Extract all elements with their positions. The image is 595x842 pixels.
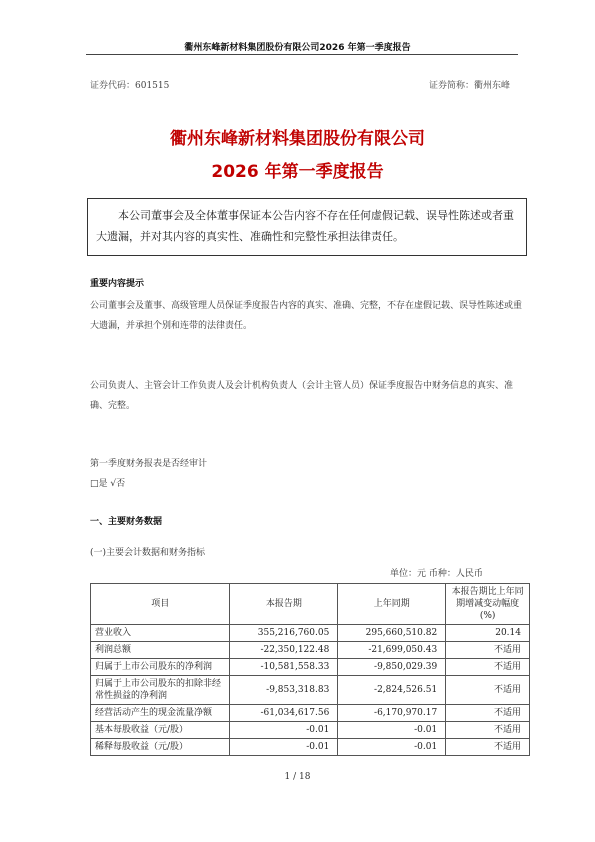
financial-data-table <box>90 583 530 756</box>
table-cell-item: 经营活动产生的现金流量净额 <box>91 705 230 722</box>
paragraph-director-guarantee: 公司董事会及董事、高级管理人员保证季度报告内容的真实、准确、完整，不存在虚假记载、误导性陈述或重大遗漏，并承担个别和连带的法律责任。 <box>90 301 523 331</box>
stock-abbreviation: 证券简称：衢州东峰 <box>428 81 510 91</box>
table-row <box>91 676 530 705</box>
audit-answer: □是 √否 <box>90 479 126 489</box>
table-cell-item: 营业收入 <box>91 625 230 642</box>
table-row <box>91 642 530 659</box>
table-cell-item: 归属于上市公司股东的净利润 <box>91 659 230 676</box>
table-cell-change: 不适用 <box>446 739 530 756</box>
report-title-company: 衢州东峰新材料集团股份有限公司 <box>170 129 425 149</box>
header-rule <box>86 54 518 55</box>
audit-question: 第一季度财务报表是否经审计 <box>90 459 208 469</box>
table-header-row <box>91 584 530 625</box>
table-row <box>91 739 530 756</box>
important-heading: 重要内容提示 <box>90 279 145 289</box>
table-cell-item: 归属于上市公司股东的扣除非经常性损益的净利润 <box>91 676 230 705</box>
table-cell-current: -10,581,558.33 <box>230 659 338 676</box>
column-header: 本报告期 <box>230 584 338 625</box>
subsection-heading: (一)主要会计数据和财务指标 <box>90 548 206 558</box>
column-header: 本报告期比上年同期增减变动幅度(%) <box>446 584 530 625</box>
table-cell-prior: -21,699,050.43 <box>338 642 446 659</box>
table-cell-prior: -9,850,029.39 <box>338 659 446 676</box>
table-cell-change: 不适用 <box>446 642 530 659</box>
page-number: 1 / 18 <box>284 772 311 782</box>
table-row <box>91 625 530 642</box>
table-cell-prior: -0.01 <box>338 722 446 739</box>
table-cell-change: 不适用 <box>446 722 530 739</box>
table-cell-item: 利润总额 <box>91 642 230 659</box>
unit-label: 单位：元 币种：人民币 <box>390 569 483 579</box>
column-header: 项目 <box>91 584 230 625</box>
column-header: 上年同期 <box>338 584 446 625</box>
table-cell-item: 稀释每股收益（元/股） <box>91 739 230 756</box>
table-cell-current: -22,350,122.48 <box>230 642 338 659</box>
table-cell-current: -0.01 <box>230 739 338 756</box>
table-cell-current: 355,216,760.05 <box>230 625 338 642</box>
table-cell-change: 不适用 <box>446 676 530 705</box>
table-cell-current: -0.01 <box>230 722 338 739</box>
running-header: 衢州东峰新材料集团股份有限公司2026 年第一季度报告 <box>184 43 411 53</box>
stock-code: 证券代码：601515 <box>90 81 170 91</box>
table-cell-change: 20.14 <box>446 625 530 642</box>
section1-heading: 一、主要财务数据 <box>90 517 163 527</box>
table-cell-prior: 295,660,510.82 <box>338 625 446 642</box>
table-cell-change: 不适用 <box>446 659 530 676</box>
table-cell-prior: -6,170,970.17 <box>338 705 446 722</box>
table-cell-item: 基本每股收益（元/股） <box>91 722 230 739</box>
table-row <box>91 722 530 739</box>
board-notice-box: 本公司董事会及全体董事保证本公告内容不存在任何虚假记载、误导性陈述或者重大遗漏，并对其内容的真实性、准确性和完整性承担法律责任。 <box>87 198 527 256</box>
table-cell-prior: -2,824,526.51 <box>338 676 446 705</box>
table-cell-current: -61,034,617.56 <box>230 705 338 722</box>
table-cell-prior: -0.01 <box>338 739 446 756</box>
paragraph-financial-guarantee: 公司负责人、主管会计工作负责人及会计机构负责人（会计主管人员）保证季度报告中财务信息的真实、准确、完整。 <box>90 381 514 411</box>
table-row <box>91 705 530 722</box>
table-cell-current: -9,853,318.83 <box>230 676 338 705</box>
table-row <box>91 659 530 676</box>
table-cell-change: 不适用 <box>446 705 530 722</box>
report-title-period: 2026 年第一季度报告 <box>211 162 384 182</box>
